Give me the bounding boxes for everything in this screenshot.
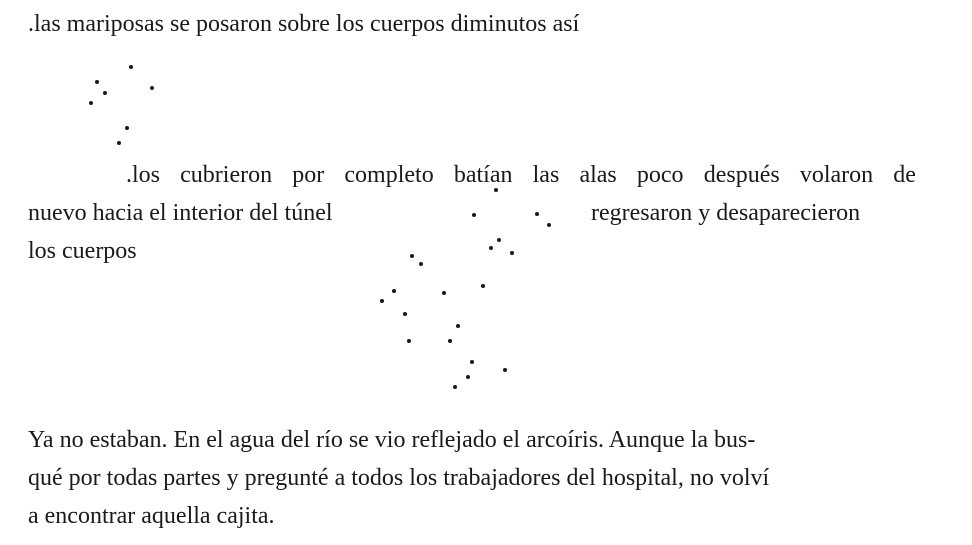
dot xyxy=(453,385,457,389)
text-line-4: los cuerpos xyxy=(28,238,137,264)
dot xyxy=(125,126,129,130)
dot xyxy=(503,368,507,372)
text-line-1: .las mariposas se posaron sobre los cuerpos diminutos así xyxy=(28,11,580,37)
dot xyxy=(419,262,423,266)
dot xyxy=(403,312,407,316)
text-line-3-right: regresaron y desaparecieron xyxy=(591,200,861,226)
word: poco xyxy=(636,162,684,188)
dot xyxy=(466,375,470,379)
word: las xyxy=(532,162,560,188)
dot xyxy=(510,251,514,255)
word: batían xyxy=(453,162,513,188)
word: alas xyxy=(579,162,617,188)
word: por xyxy=(292,162,325,188)
dot xyxy=(494,188,498,192)
word: después xyxy=(703,162,780,188)
dot xyxy=(380,299,384,303)
text-line-5: Ya no estaban. En el agua del río se vio reflejado el arcoíris. Aunque la bus- xyxy=(28,427,756,453)
dot xyxy=(89,101,93,105)
text-line-3-left: nuevo hacia el interior del túnel xyxy=(28,200,333,226)
dot xyxy=(448,339,452,343)
dot xyxy=(95,80,99,84)
dot xyxy=(535,212,539,216)
dot xyxy=(497,238,501,242)
dot xyxy=(392,289,396,293)
text-line-6: qué por todas partes y pregunté a todos los trabajadores del hospital, no volví xyxy=(28,465,770,491)
dot xyxy=(481,284,485,288)
text-line-7: a encontrar aquella cajita. xyxy=(28,503,275,529)
dot xyxy=(470,360,474,364)
dot xyxy=(150,86,154,90)
dot xyxy=(489,246,493,250)
dot xyxy=(410,254,414,258)
dot xyxy=(103,91,107,95)
word: completo xyxy=(344,162,434,188)
dot xyxy=(442,291,446,295)
dot xyxy=(456,324,460,328)
dot xyxy=(407,339,411,343)
word: de xyxy=(893,162,916,188)
dot xyxy=(129,65,133,69)
word: .los xyxy=(126,162,161,188)
dot xyxy=(117,141,121,145)
dot xyxy=(547,223,551,227)
word: cubrieron xyxy=(180,162,273,188)
dot xyxy=(472,213,476,217)
word: volaron xyxy=(799,162,874,188)
